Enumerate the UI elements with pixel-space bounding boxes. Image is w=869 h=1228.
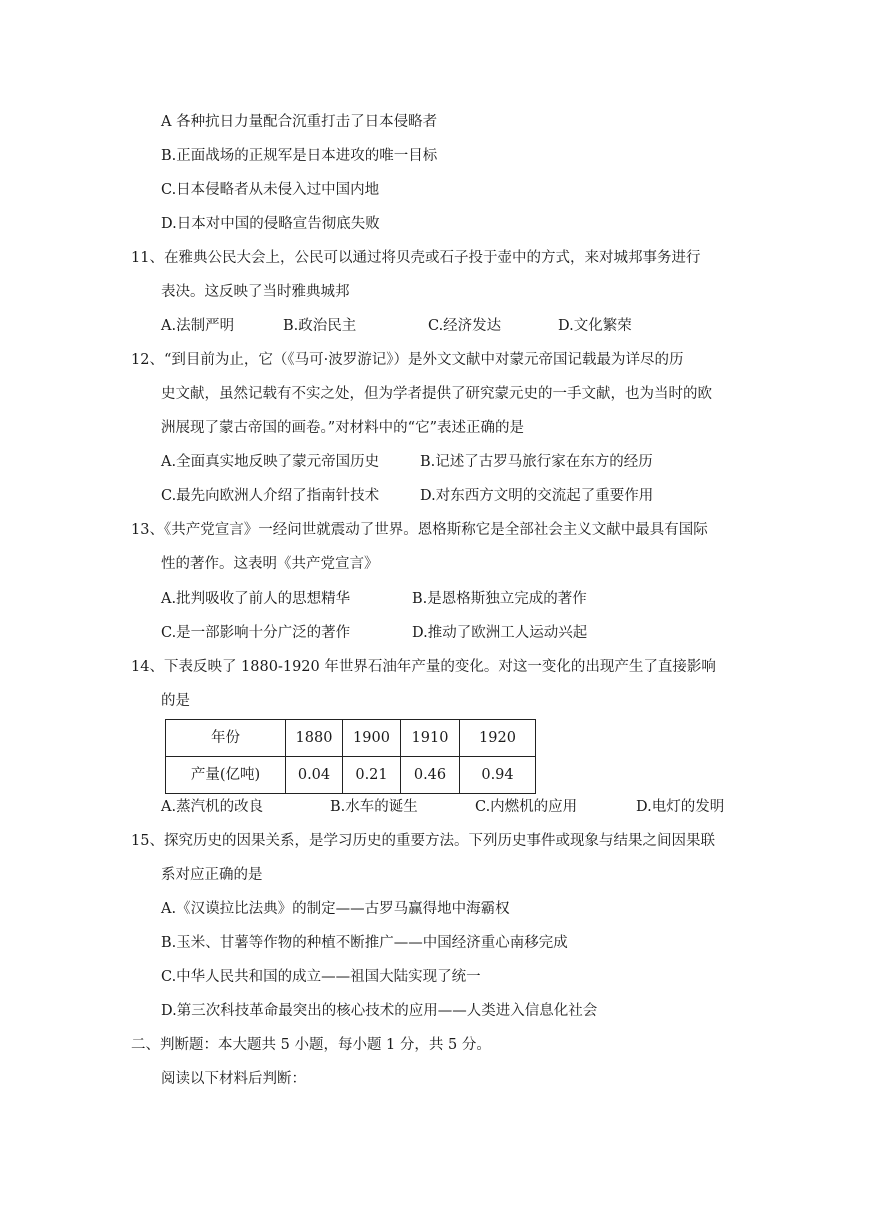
q15-stem-line2: 系对应正确的是 [161, 867, 263, 883]
q14-option-d: D.电灯的发明 [636, 799, 725, 815]
table-year-cell: 1880 [286, 720, 343, 757]
q13-stem-line1: 13、《共产党宣言》一经问世就震动了世界。恩格斯称它是全部社会主义文献中最具有国际 [131, 522, 708, 538]
table-row-label: 产量(亿吨) [166, 757, 286, 794]
q10-option-c: C.日本侵略者从未侵入过中国内地 [161, 182, 380, 198]
q14-option-a: A.蒸汽机的改良 [161, 799, 264, 815]
q15-option-d: D.第三次科技革命最突出的核心技术的应用——人类进入信息化社会 [161, 1003, 598, 1019]
q10-option-d: D.日本对中国的侵略宣告彻底失败 [161, 216, 380, 232]
q14-option-c: C.内燃机的应用 [475, 799, 578, 815]
table-header-label: 年份 [166, 720, 286, 757]
q11-stem-line1: 11、在雅典公民大会上，公民可以通过将贝壳或石子投于壶中的方式，来对城邦事务进行 [131, 250, 701, 266]
table-year-cell: 1910 [401, 720, 460, 757]
q12-option-b: B.记述了古罗马旅行家在东方的经历 [420, 454, 653, 470]
table-value-cell: 0.94 [460, 757, 536, 794]
q14-stem-line1: 14、下表反映了 1880-1920 年世界石油年产量的变化。对这一变化的出现产生了直接影响 [131, 659, 716, 675]
table-row [166, 720, 536, 757]
q14-stem-line2: 的是 [161, 693, 190, 709]
oil-production-table [165, 719, 536, 794]
q11-option-d: D.文化繁荣 [558, 318, 632, 334]
q13-stem-line2: 性的著作。这表明《共产党宣言》 [161, 556, 379, 572]
q15-option-c: C.中华人民共和国的成立——祖国大陆实现了统一 [161, 969, 481, 985]
q12-stem-line3: 洲展现了蒙古帝国的画卷。”对材料中的“它”表述正确的是 [161, 420, 524, 436]
q11-option-b: B.政治民主 [283, 318, 357, 334]
q15-option-a: A.《汉谟拉比法典》的制定——古罗马赢得地中海霸权 [161, 901, 510, 917]
section2-instruction: 阅读以下材料后判断： [161, 1071, 306, 1087]
q15-stem-line1: 15、探究历史的因果关系，是学习历史的重要方法。下列历史事件或现象与结果之间因果联 [131, 833, 715, 849]
q11-option-c: C.经济发达 [428, 318, 502, 334]
q10-option-a: A 各种抗日力量配合沉重打击了日本侵略者 [161, 114, 438, 130]
q12-option-d: D.对东西方文明的交流起了重要作用 [420, 488, 654, 504]
section2-heading: 二、判断题：本大题共 5 小题，每小题 1 分，共 5 分。 [131, 1037, 491, 1053]
table-value-cell: 0.21 [343, 757, 401, 794]
q10-option-b: B.正面战场的正规军是日本进攻的唯一目标 [161, 148, 438, 164]
table-value-cell: 0.46 [401, 757, 460, 794]
q12-option-c: C.最先向欧洲人介绍了指南针技术 [161, 488, 380, 504]
q11-option-a: A.法制严明 [161, 318, 235, 334]
q13-option-a: A.批判吸收了前人的思想精华 [161, 591, 351, 607]
table-year-cell: 1920 [460, 720, 536, 757]
q13-option-d: D.推动了欧洲工人运动兴起 [412, 625, 588, 641]
q12-stem-line2: 史文献，虽然记载有不实之处，但为学者提供了研究蒙元史的一手文献，也为当时的欧 [161, 386, 712, 402]
q12-option-a: A.全面真实地反映了蒙元帝国历史 [161, 454, 380, 470]
q11-stem-line2: 表决。这反映了当时雅典城邦 [161, 284, 350, 300]
q12-stem-line1: 12、“到目前为止，它（《马可·波罗游记》）是外文文献中对蒙元帝国记载最为详尽的历 [131, 352, 684, 368]
table-value-cell: 0.04 [286, 757, 343, 794]
table-row [166, 757, 536, 794]
q13-option-c: C.是一部影响十分广泛的著作 [161, 625, 351, 641]
table-year-cell: 1900 [343, 720, 401, 757]
q13-option-b: B.是恩格斯独立完成的著作 [412, 591, 587, 607]
q14-option-b: B.水车的诞生 [330, 799, 418, 815]
q15-option-b: B.玉米、甘薯等作物的种植不断推广——中国经济重心南移完成 [161, 935, 568, 951]
